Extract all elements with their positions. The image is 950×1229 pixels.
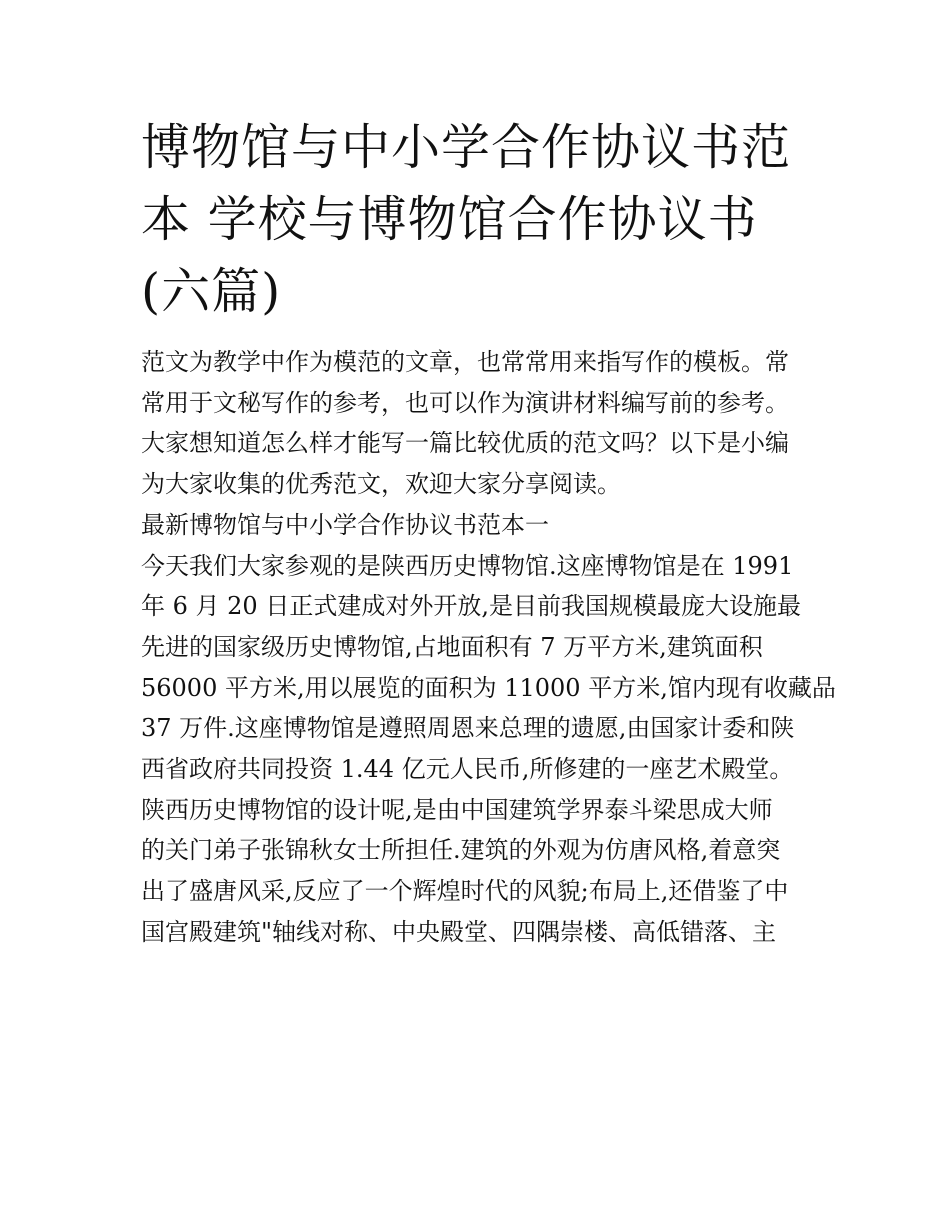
title-line: (六篇) — [141, 263, 282, 320]
title-line: 本 学校与博物馆合作协议书 — [141, 191, 758, 248]
body-line: 大家想知道怎么样才能写一篇比较优质的范文吗？以下是小编 — [141, 429, 789, 458]
document-body — [141, 342, 836, 953]
body-line: 国宫殿建筑"轴线对称、中央殿堂、四隅崇楼、高低错落、主 — [141, 917, 777, 946]
body-line: 今天我们大家参观的是陕西历史博物馆.这座博物馆是在 1991 — [141, 551, 794, 580]
document-title — [141, 112, 813, 328]
body-line: 陕西历史博物馆的设计呢,是由中国建筑学界泰斗梁思成大师 — [141, 795, 773, 824]
body-line: 出了盛唐风采,反应了一个辉煌时代的风貌;布局上,还借鉴了中 — [141, 877, 789, 906]
body-line: 的关门弟子张锦秋女士所担任.建筑的外观为仿唐风格,着意突 — [141, 836, 781, 865]
body-line: 为大家收集的优秀范文，欢迎大家分享阅读。 — [141, 470, 621, 499]
section-heading: 最新博物馆与中小学合作协议书范本一 — [141, 510, 549, 539]
body-line: 常用于文秘写作的参考，也可以作为演讲材料编写前的参考。 — [141, 388, 789, 417]
title-line: 博物馆与中小学合作协议书范 — [141, 119, 792, 176]
body-line: 范文为教学中作为模范的文章，也常常用来指写作的模板。常 — [141, 348, 789, 376]
document-page — [141, 112, 836, 953]
body-line: 56000 平方米,用以展览的面积为 11000 平方米,馆内现有收藏品 — [141, 673, 836, 702]
body-line: 年 6 月 20 日正式建成对外开放,是目前我国规模最庞大设施最 — [141, 592, 801, 621]
body-line: 37 万件.这座博物馆是遵照周恩来总理的遗愿,由国家计委和陕 — [141, 714, 795, 743]
body-line: 西省政府共同投资 1.44 亿元人民币,所修建的一座艺术殿堂。 — [141, 755, 794, 784]
body-line: 先进的国家级历史博物馆,占地面积有 7 万平方米,建筑面积 — [141, 632, 763, 661]
